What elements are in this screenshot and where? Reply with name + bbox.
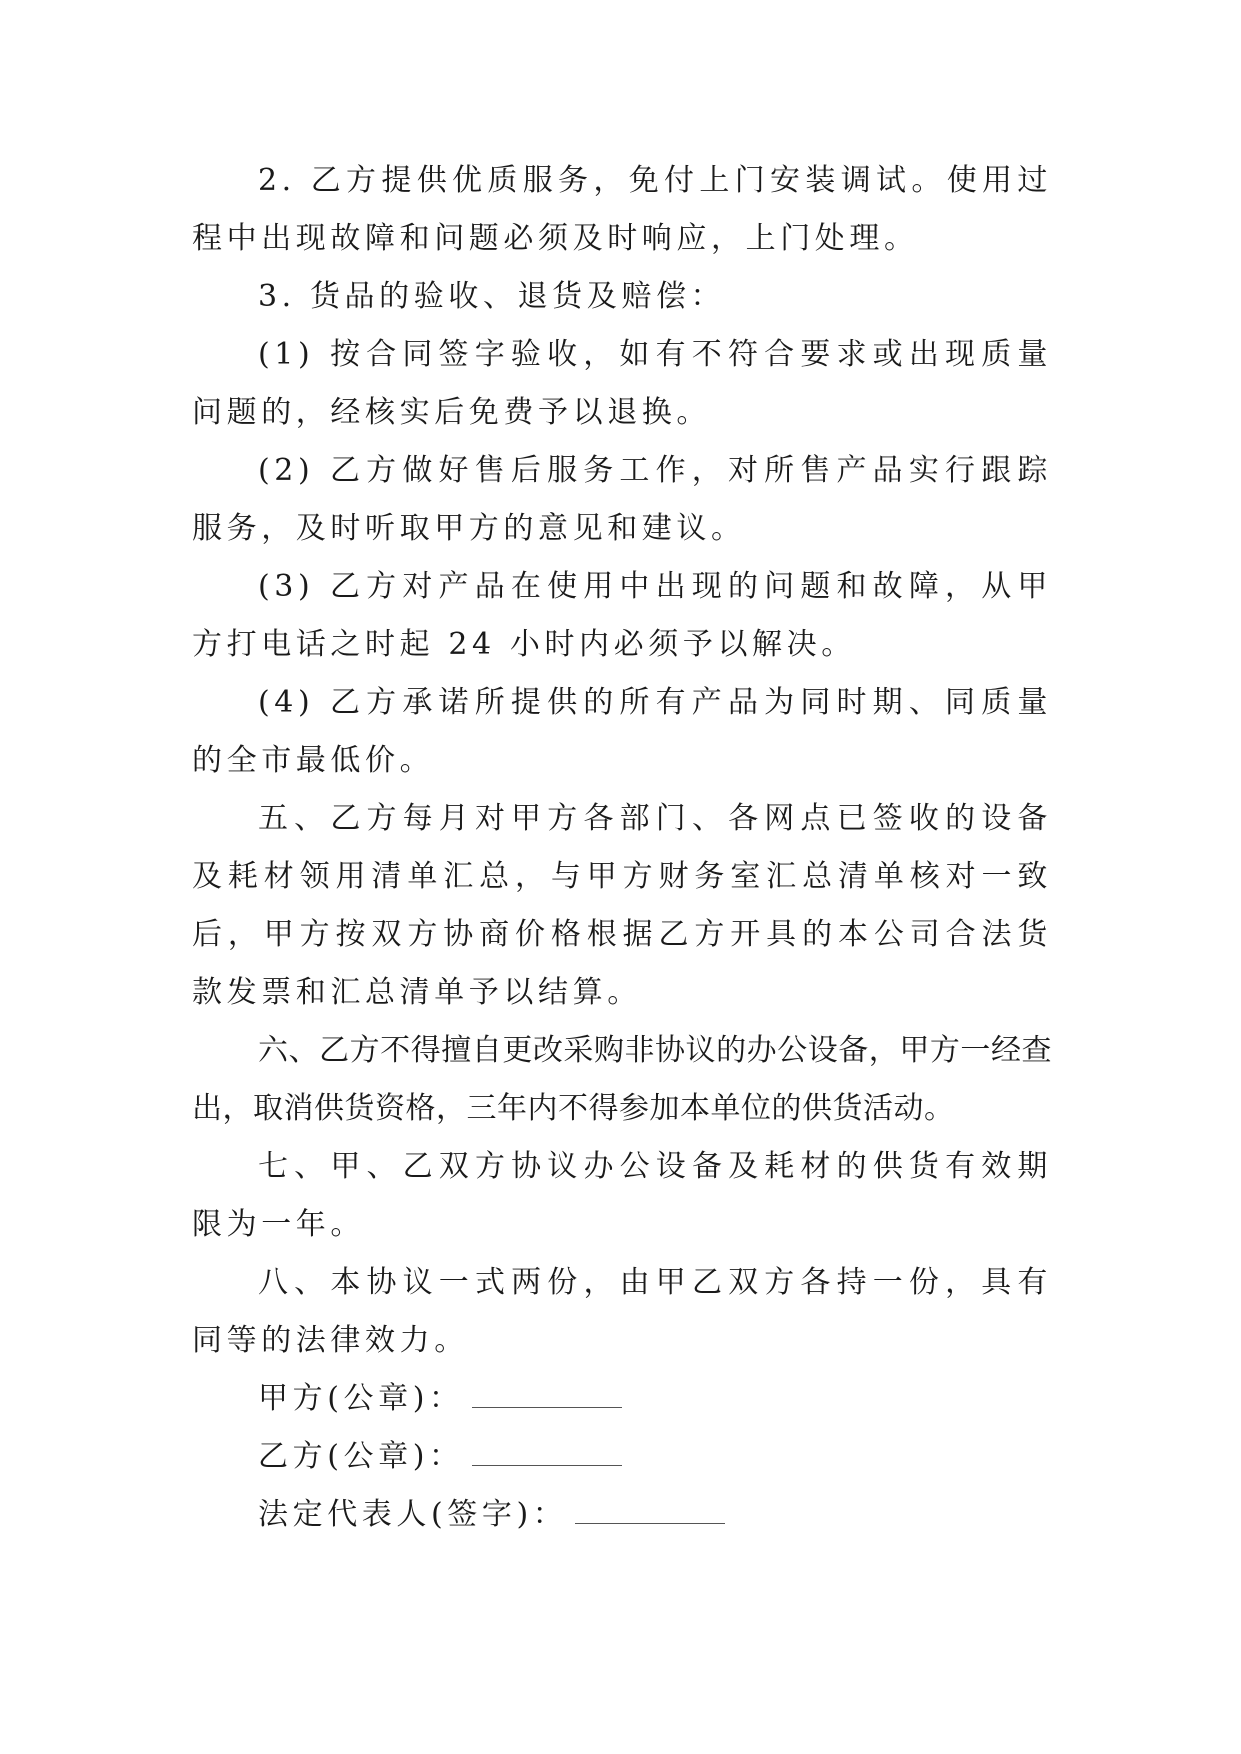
signature-party-b-blank (472, 1437, 622, 1466)
signature-party-a-label: 甲方(公章)： (258, 1381, 464, 1416)
clause-8-copies: 八、本协议一式两份，由甲乙双方各持一份，具有同等的法律效力。 (192, 1265, 1052, 1358)
clause-2-service: 2. 乙方提供优质服务，免付上门安装调试。使用过程中出现故障和问题必须及时响应，上门处理。 (192, 163, 1052, 256)
clause-3-item-2: (2) 乙方做好售后服务工作，对所售产品实行跟踪服务，及时听取甲方的意见和建议。 (192, 453, 1052, 546)
clause-3-acceptance-heading: 3. 货品的验收、退货及赔偿： (258, 279, 726, 314)
signature-legal-rep-blank (575, 1495, 725, 1524)
signature-party-b (192, 1428, 1052, 1486)
clause-3-item-1: (1) 按合同签字验收，如有不符合要求或出现质量问题的，经核实后免费予以退换。 (192, 337, 1052, 430)
document-page (192, 152, 1052, 1544)
clause-7-validity: 七、甲、乙双方协议办公设备及耗材的供货有效期限为一年。 (192, 1149, 1052, 1242)
signature-legal-rep-label: 法定代表人(签字)： (258, 1497, 568, 1532)
clause-3-item-4: (4) 乙方承诺所提供的所有产品为同时期、同质量的全市最低价。 (192, 685, 1052, 778)
clause-5-settlement: 五、乙方每月对甲方各部门、各网点已签收的设备及耗材领用清单汇总，与甲方财务室汇总清单核对一致后，甲方按双方协商价格根据乙方开具的本公司合法货款发票和汇总清单予以结算。 (192, 801, 1052, 1010)
signature-legal-rep (192, 1486, 1052, 1544)
clause-3-item-3: (3) 乙方对产品在使用中出现的问题和故障，从甲方打电话之时起 24 小时内必须予以解决。 (192, 569, 1052, 662)
clause-6-restriction: 六、乙方不得擅自更改采购非协议的办公设备，甲方一经查出，取消供货资格，三年内不得参加本单位的供货活动。 (192, 1033, 1052, 1126)
signature-party-b-label: 乙方(公章)： (258, 1439, 464, 1474)
signature-party-a-blank (472, 1379, 622, 1408)
signature-party-a (192, 1370, 1052, 1428)
